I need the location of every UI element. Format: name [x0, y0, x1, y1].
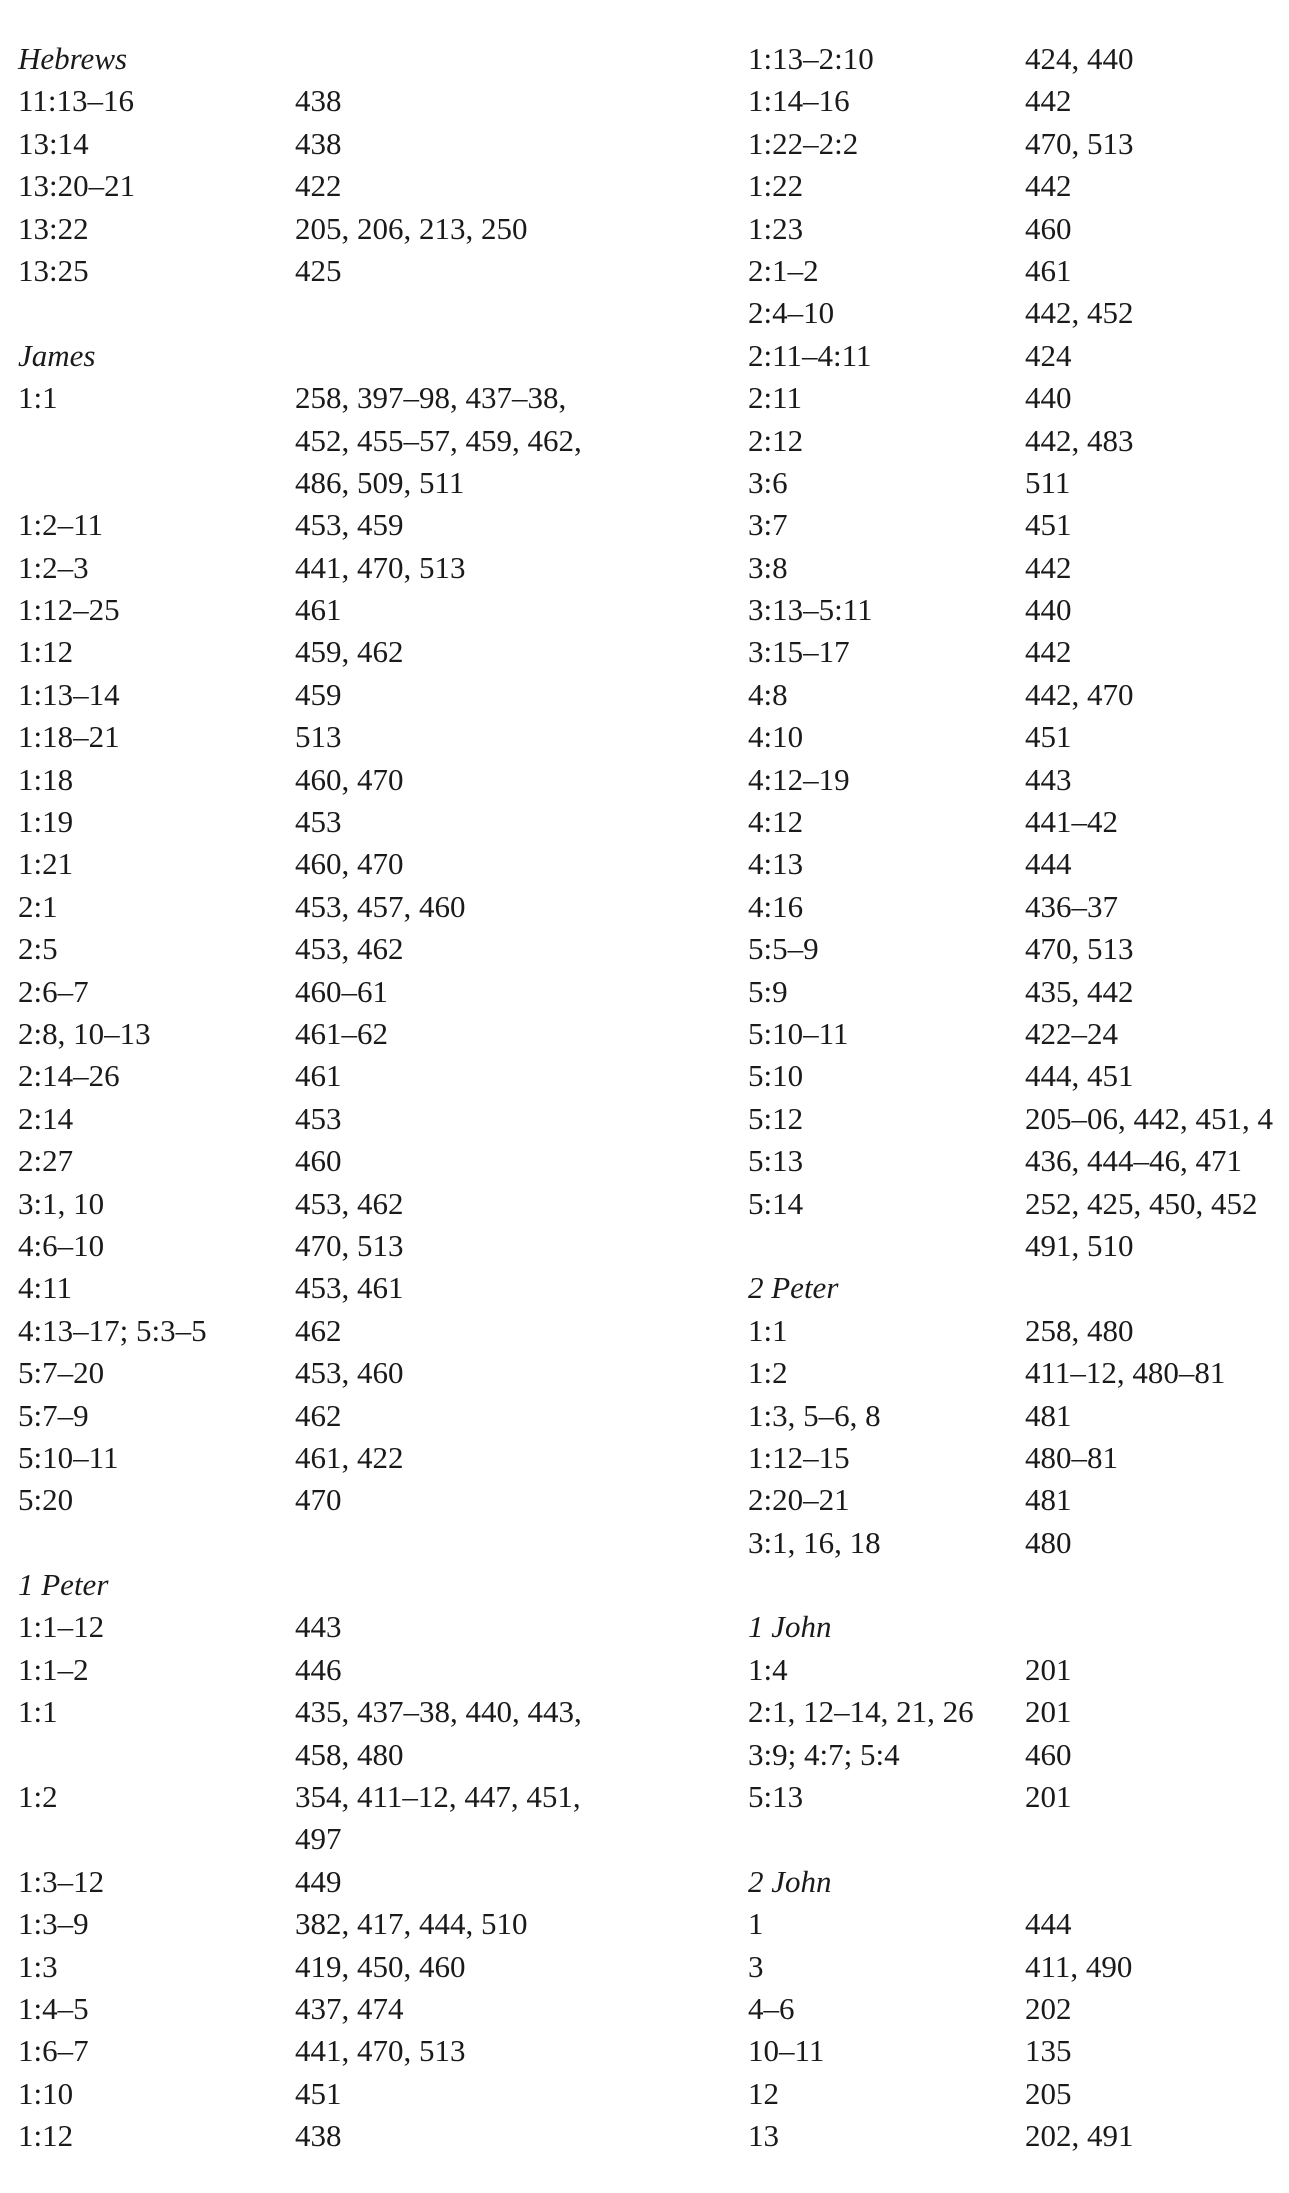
verse-reference: 13:25	[18, 252, 89, 288]
verse-reference: 1:4–5	[18, 1990, 89, 2026]
verse-reference: 5:10–11	[748, 1015, 849, 1051]
index-entry	[18, 1988, 718, 2030]
index-entry	[748, 1734, 1289, 1776]
page-numbers: 462	[295, 1397, 342, 1433]
index-entry	[748, 1013, 1289, 1055]
verse-reference: 4:12–19	[748, 761, 850, 797]
verse-reference: 3:1, 16, 18	[748, 1524, 881, 1560]
index-entry	[18, 504, 718, 546]
page-numbers: 442	[1025, 168, 1072, 204]
page-numbers: 442	[1025, 634, 1072, 670]
index-entry	[748, 165, 1289, 207]
index-entry	[18, 1013, 718, 1055]
page-numbers: 202	[1025, 1990, 1072, 2026]
verse-reference: 2:12	[748, 422, 804, 458]
page-numbers: 438	[295, 2118, 342, 2154]
verse-reference: 2:27	[18, 1143, 74, 1179]
index-entry	[748, 1395, 1289, 1437]
page-numbers: 460, 470	[295, 846, 404, 882]
verse-reference: 2:14	[18, 1100, 74, 1136]
verse-reference: 1:2–11	[18, 507, 103, 543]
verse-reference: 1:19	[18, 804, 74, 840]
page-numbers: 252, 425, 450, 452	[1025, 1185, 1258, 1221]
index-entry	[18, 165, 718, 207]
verse-reference: 1:14–16	[748, 83, 850, 119]
index-entry	[18, 80, 718, 122]
index-entry	[748, 1352, 1289, 1394]
page-numbers: 481	[1025, 1482, 1072, 1518]
page-numbers: 424, 440	[1025, 41, 1134, 76]
page-numbers: 354, 411–12, 447, 451,	[295, 1779, 581, 1815]
page-numbers: 486, 509, 511	[295, 464, 465, 500]
index-entry	[18, 377, 718, 419]
page-numbers: 451	[295, 2075, 342, 2111]
index-entry	[18, 589, 718, 631]
verse-reference: 1:6–7	[18, 2033, 89, 2069]
blank-line	[748, 1818, 1289, 1860]
book-heading: 2 John	[748, 1863, 832, 1899]
book-heading: 1 John	[748, 1609, 832, 1645]
index-entry	[18, 716, 718, 758]
verse-reference: 1:3	[18, 1948, 58, 1984]
verse-reference: 1:1	[748, 1312, 788, 1348]
verse-reference: 5:13	[748, 1143, 804, 1179]
page-numbers: 452, 455–57, 459, 462,	[295, 422, 582, 458]
index-entry	[18, 420, 718, 462]
index-entry	[748, 462, 1289, 504]
page-numbers: 453	[295, 1100, 342, 1136]
verse-reference: 1:3–9	[18, 1906, 89, 1942]
page-numbers: 470, 513	[295, 1227, 404, 1263]
page-numbers: 470, 513	[1025, 125, 1134, 161]
index-entry	[18, 1818, 718, 1860]
page-numbers: 460, 470	[295, 761, 404, 797]
verse-reference: 13:14	[18, 125, 89, 161]
verse-reference: 11:13–16	[18, 83, 134, 119]
verse-reference: 12	[748, 2075, 779, 2111]
page-numbers: 422	[295, 168, 342, 204]
index-entry	[748, 2115, 1289, 2157]
page-numbers: 419, 450, 460	[295, 1948, 466, 1984]
page-numbers: 453, 462	[295, 1185, 404, 1221]
page-numbers: 453, 461	[295, 1270, 404, 1306]
page-numbers: 480–81	[1025, 1439, 1118, 1475]
page-numbers: 461	[295, 1058, 342, 1094]
index-entry	[18, 928, 718, 970]
verse-reference: 3:9; 4:7; 5:4	[748, 1736, 900, 1772]
index-entry	[18, 1903, 718, 1945]
verse-reference: 1:18	[18, 761, 74, 797]
page-numbers: 461–62	[295, 1015, 388, 1051]
verse-reference: 1	[748, 1906, 764, 1942]
index-entry	[748, 759, 1289, 801]
index-entry	[18, 1055, 718, 1097]
book-heading: 1 Peter	[18, 1567, 109, 1603]
page-numbers: 438	[295, 125, 342, 161]
index-entry	[18, 1946, 718, 1988]
verse-reference: 1:23	[748, 210, 804, 246]
page-numbers: 205	[1025, 2075, 1072, 2111]
page-numbers: 453, 457, 460	[295, 888, 466, 924]
verse-reference: 2:1–2	[748, 252, 819, 288]
page-numbers: 440	[1025, 380, 1072, 416]
verse-reference: 1:12	[18, 634, 74, 670]
verse-reference: 2:1, 12–14, 21, 26	[748, 1694, 974, 1730]
verse-reference: 3:1, 10	[18, 1185, 105, 1221]
verse-reference: 1:18–21	[18, 719, 120, 755]
verse-reference: 4:10	[748, 719, 804, 755]
page-numbers: 205, 206, 213, 250	[295, 210, 528, 246]
index-entry	[18, 1395, 718, 1437]
page-numbers: 444	[1025, 1906, 1072, 1942]
verse-reference: 1:1	[18, 380, 58, 416]
verse-reference: 4:8	[748, 676, 788, 712]
page-numbers: 443	[1025, 761, 1072, 797]
index-entry	[748, 1776, 1289, 1818]
verse-reference: 3	[748, 1948, 764, 1984]
page-numbers: 442, 452	[1025, 295, 1134, 331]
page-numbers: 461	[1025, 252, 1072, 288]
page-numbers: 497	[295, 1821, 342, 1857]
verse-reference: 2:4–10	[748, 295, 835, 331]
page-numbers: 436–37	[1025, 888, 1118, 924]
verse-reference: 2:5	[18, 931, 58, 967]
verse-reference: 1:3, 5–6, 8	[748, 1397, 881, 1433]
index-entry	[748, 1988, 1289, 2030]
index-entry	[748, 1479, 1289, 1521]
verse-reference: 2:6–7	[18, 973, 89, 1009]
index-entry	[748, 674, 1289, 716]
index-entry	[18, 1352, 718, 1394]
page-numbers: 438	[295, 83, 342, 119]
verse-reference: 1:4	[748, 1651, 788, 1687]
verse-reference: 1:1–12	[18, 1609, 105, 1645]
page-numbers: 411–12, 480–81	[1025, 1355, 1226, 1391]
verse-reference: 1:22–2:2	[748, 125, 859, 161]
page-numbers: 441, 470, 513	[295, 2033, 466, 2069]
page-numbers: 453	[295, 804, 342, 840]
index-column-right	[748, 38, 1289, 2158]
index-entry	[18, 1776, 718, 1818]
index-entry	[748, 801, 1289, 843]
index-entry	[748, 928, 1289, 970]
verse-reference: 4–6	[748, 1990, 795, 2026]
index-entry	[748, 589, 1289, 631]
blank-line	[748, 1564, 1289, 1606]
page-numbers: 513	[295, 719, 342, 755]
page-numbers: 442, 483	[1025, 422, 1134, 458]
index-entry	[748, 631, 1289, 673]
page-numbers: 458, 480	[295, 1736, 404, 1772]
page-numbers: 440	[1025, 592, 1072, 628]
index-entry	[18, 208, 718, 250]
verse-reference: 1:22	[748, 168, 804, 204]
verse-reference: 5:9	[748, 973, 788, 1009]
index-entry	[748, 123, 1289, 165]
verse-reference: 13	[748, 2118, 779, 2154]
index-entry	[748, 971, 1289, 1013]
verse-reference: 1:12	[18, 2118, 74, 2154]
index-entry	[748, 504, 1289, 546]
page-numbers: 462	[295, 1312, 342, 1348]
index-entry	[18, 123, 718, 165]
page-numbers: 470, 513	[1025, 931, 1134, 967]
verse-reference: 1:10	[18, 2075, 74, 2111]
page-numbers: 258, 480	[1025, 1312, 1134, 1348]
page-numbers: 201	[1025, 1651, 1072, 1687]
verse-reference: 2:11–4:11	[748, 337, 872, 373]
index-entry	[18, 1691, 718, 1733]
index-entry	[18, 2030, 718, 2072]
verse-reference: 3:6	[748, 464, 788, 500]
verse-reference: 1:2	[18, 1779, 58, 1815]
index-entry	[18, 843, 718, 885]
verse-reference: 3:7	[748, 507, 788, 543]
index-entry	[18, 1861, 718, 1903]
index-entry	[18, 250, 718, 292]
index-entry	[748, 250, 1289, 292]
verse-reference: 4:13	[748, 846, 804, 882]
page-numbers: 459	[295, 676, 342, 712]
index-entry	[748, 1225, 1289, 1267]
verse-reference: 10–11	[748, 2033, 825, 2069]
index-entry	[18, 1098, 718, 1140]
verse-reference: 5:10	[748, 1058, 804, 1094]
index-entry	[18, 547, 718, 589]
index-entry	[18, 1734, 718, 1776]
page-numbers: 425	[295, 252, 342, 288]
page-numbers: 411, 490	[1025, 1948, 1133, 1984]
verse-reference: 4:6–10	[18, 1227, 105, 1263]
page-numbers: 449	[295, 1863, 342, 1899]
verse-reference: 4:16	[748, 888, 804, 924]
verse-reference: 5:7–20	[18, 1355, 105, 1391]
index-entry	[748, 80, 1289, 122]
page-numbers: 460	[1025, 1736, 1072, 1772]
page-numbers: 436, 444–46, 471	[1025, 1143, 1242, 1179]
verse-reference: 5:7–9	[18, 1397, 89, 1433]
page-numbers: 460	[295, 1143, 342, 1179]
verse-reference: 4:11	[18, 1270, 72, 1306]
page-numbers: 422–24	[1025, 1015, 1118, 1051]
index-entry	[748, 38, 1289, 80]
verse-reference: 5:20	[18, 1482, 74, 1518]
page-numbers: 435, 437–38, 440, 443,	[295, 1694, 582, 1730]
index-column-left	[18, 38, 718, 2158]
page-numbers: 443	[295, 1609, 342, 1645]
verse-reference: 1:2	[748, 1355, 788, 1391]
verse-reference: 1:3–12	[18, 1863, 105, 1899]
blank-line	[18, 1522, 718, 1564]
verse-reference: 2:14–26	[18, 1058, 120, 1094]
page-numbers: 481	[1025, 1397, 1072, 1433]
verse-reference: 2:11	[748, 380, 802, 416]
page-numbers: 205–06, 442, 451, 4	[1025, 1100, 1273, 1136]
verse-reference: 3:8	[748, 549, 788, 585]
page-numbers: 461	[295, 592, 342, 628]
index-entry	[748, 1098, 1289, 1140]
page-numbers: 201	[1025, 1694, 1072, 1730]
page-numbers: 491, 510	[1025, 1227, 1134, 1263]
index-entry	[18, 674, 718, 716]
index-entry	[748, 377, 1289, 419]
verse-reference: 5:12	[748, 1100, 804, 1136]
book-heading: Hebrews	[18, 41, 128, 76]
index-entry	[748, 1183, 1289, 1225]
index-entry	[748, 1437, 1289, 1479]
verse-reference: 5:5–9	[748, 931, 819, 967]
page-numbers: 470	[295, 1482, 342, 1518]
page-numbers: 460–61	[295, 973, 388, 1009]
index-entry	[18, 971, 718, 1013]
index-entry	[748, 335, 1289, 377]
index-entry	[18, 1649, 718, 1691]
page-numbers: 442	[1025, 549, 1072, 585]
verse-reference: 13:22	[18, 210, 89, 246]
index-entry	[18, 1183, 718, 1225]
page-numbers: 258, 397–98, 437–38,	[295, 380, 567, 416]
index-entry	[748, 1140, 1289, 1182]
page-numbers: 453, 459	[295, 507, 404, 543]
verse-reference: 3:15–17	[748, 634, 850, 670]
verse-reference: 1:13–14	[18, 676, 120, 712]
index-entry	[748, 1310, 1289, 1352]
verse-reference: 1:1–2	[18, 1651, 89, 1687]
page-numbers: 201	[1025, 1779, 1072, 1815]
index-entry	[748, 547, 1289, 589]
book-heading: 2 Peter	[748, 1270, 839, 1306]
index-entry	[18, 2115, 718, 2157]
index-entry	[18, 1606, 718, 1648]
index-entry	[748, 1903, 1289, 1945]
verse-reference: 2:20–21	[748, 1482, 850, 1518]
index-entry	[18, 886, 718, 928]
index-entry	[748, 716, 1289, 758]
page-numbers: 441, 470, 513	[295, 549, 466, 585]
verse-reference: 1:13–2:10	[748, 41, 874, 76]
page-numbers: 446	[295, 1651, 342, 1687]
verse-reference: 5:14	[748, 1185, 804, 1221]
index-entry	[18, 801, 718, 843]
verse-reference: 1:12–25	[18, 592, 120, 628]
book-heading: James	[18, 337, 96, 373]
index-entry	[748, 2073, 1289, 2115]
page-numbers: 511	[1025, 464, 1071, 500]
page-numbers: 444, 451	[1025, 1058, 1134, 1094]
page-numbers: 451	[1025, 719, 1072, 755]
index-entry	[748, 843, 1289, 885]
page-numbers: 441–42	[1025, 804, 1118, 840]
page-numbers: 453, 462	[295, 931, 404, 967]
page-numbers: 435, 442	[1025, 973, 1134, 1009]
index-entry	[18, 1310, 718, 1352]
page-numbers: 461, 422	[295, 1439, 404, 1475]
verse-reference: 1:12–15	[748, 1439, 850, 1475]
page-numbers: 480	[1025, 1524, 1072, 1560]
index-entry	[748, 1649, 1289, 1691]
page-numbers: 451	[1025, 507, 1072, 543]
index-entry	[748, 420, 1289, 462]
verse-reference: 5:13	[748, 1779, 804, 1815]
index-entry	[18, 759, 718, 801]
verse-reference: 1:21	[18, 846, 74, 882]
verse-reference: 13:20–21	[18, 168, 136, 204]
index-entry	[748, 1055, 1289, 1097]
verse-reference: 5:10–11	[18, 1439, 119, 1475]
verse-reference: 2:1	[18, 888, 58, 924]
index-entry	[18, 462, 718, 504]
index-entry	[18, 1140, 718, 1182]
page-numbers: 459, 462	[295, 634, 404, 670]
verse-reference: 2:8, 10–13	[18, 1015, 151, 1051]
verse-reference: 1:2–3	[18, 549, 89, 585]
blank-line	[18, 292, 718, 334]
page-numbers: 382, 417, 444, 510	[295, 1906, 528, 1942]
page-numbers: 442	[1025, 83, 1072, 119]
index-entry	[18, 1479, 718, 1521]
index-entry	[748, 2030, 1289, 2072]
verse-reference: 3:13–5:11	[748, 592, 873, 628]
index-entry	[748, 292, 1289, 334]
index-entry	[18, 631, 718, 673]
page-numbers: 453, 460	[295, 1355, 404, 1391]
index-entry	[748, 208, 1289, 250]
index-entry	[18, 1225, 718, 1267]
page-numbers: 460	[1025, 210, 1072, 246]
page-numbers: 442, 470	[1025, 676, 1134, 712]
verse-reference: 4:12	[748, 804, 804, 840]
index-entry	[748, 1946, 1289, 1988]
index-entry	[18, 1267, 718, 1309]
verse-reference: 4:13–17; 5:3–5	[18, 1312, 207, 1348]
page-numbers: 444	[1025, 846, 1072, 882]
index-entry	[748, 886, 1289, 928]
index-entry	[748, 1522, 1289, 1564]
index-entry	[18, 1437, 718, 1479]
verse-reference: 1:1	[18, 1694, 58, 1730]
page-numbers: 202, 491	[1025, 2118, 1134, 2154]
page-numbers: 437, 474	[295, 1990, 404, 2026]
index-entry	[748, 1691, 1289, 1733]
page-numbers: 424	[1025, 337, 1072, 373]
page-numbers: 135	[1025, 2033, 1072, 2069]
index-entry	[18, 2073, 718, 2115]
